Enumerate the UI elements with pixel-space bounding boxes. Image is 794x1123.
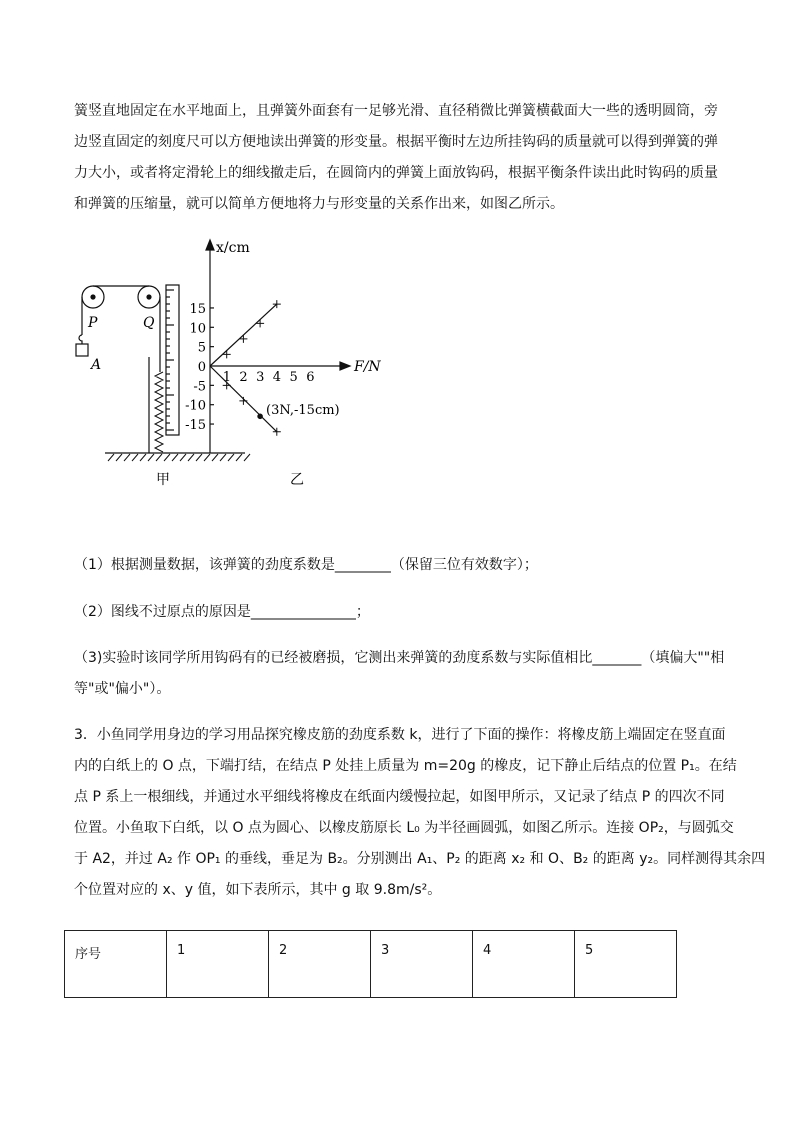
text-line: 个位置对应的 x、y 值，如下表所示，其中 g 取 9.8m/s²。 xyxy=(74,882,442,898)
y-tick-label: 0 xyxy=(197,360,206,375)
table-cell: 3 xyxy=(371,931,473,998)
text-line: 内的白纸上的 O 点，下端打结，在结点 P 处挂上质量为 m=20g 的橡皮，记下静止后结点的位置 P₁。在结 xyxy=(74,758,737,774)
data-point xyxy=(256,319,264,327)
ground-hatch xyxy=(220,454,226,461)
ground-hatch xyxy=(236,454,242,461)
weight-a xyxy=(76,344,88,356)
text-line: 力大小，或者将定滑轮上的细线撤走后，在圆筒内的弹簧上面放钩码，根据平衡条件读出此时钩码的质量 xyxy=(74,165,718,181)
text-line: 于 A2，并过 A₂ 作 OP₁ 的垂线，垂足为 B₂。分别测出 A₁、P₂ 的距离 x₂ 和 O、B₂ 的距离 y₂。同样测得其余四 xyxy=(74,851,766,867)
x-axis-label: F/N xyxy=(354,359,381,375)
ground-hatch xyxy=(156,454,162,461)
ruler-ticks xyxy=(166,290,174,430)
ground-hatch xyxy=(204,454,210,461)
table-cell: 2 xyxy=(269,931,371,998)
y-tick-label: -5 xyxy=(193,379,206,395)
y-tick-label: 15 xyxy=(189,301,206,317)
apparatus-diagram xyxy=(76,285,250,461)
table-row xyxy=(65,931,677,998)
data-table xyxy=(64,930,677,998)
ground-hatch xyxy=(188,454,194,461)
spring xyxy=(155,372,163,452)
table-cell: 序号 xyxy=(65,931,167,998)
data-point xyxy=(223,381,231,389)
problem-3-paragraph xyxy=(74,720,765,906)
question-3-line1: （3)实验时该同学所用钩码有的已经被磨损，它测出来弹簧的劲度系数与实际值相比_______（填偏大""相 xyxy=(74,650,725,666)
x-tick-label: 2 xyxy=(239,370,248,385)
experiment-figure xyxy=(0,0,794,500)
y-axis-label: x/cm xyxy=(216,240,250,256)
text-line: 3．小鱼同学用身边的学习用品探究橡皮筋的劲度系数 k，进行了下面的操作：将橡皮筋上端固定在竖直面 xyxy=(74,727,726,743)
data-point xyxy=(223,350,231,358)
table-cell: 4 xyxy=(473,931,575,998)
question-2: （2）图线不过原点的原因是_______________； xyxy=(74,604,370,620)
ground-hatch xyxy=(124,454,130,461)
x-tick-label: 3 xyxy=(256,370,265,385)
caption-jia: 甲 xyxy=(156,472,170,488)
ground-hatch xyxy=(116,454,122,461)
question-1: （1）根据测量数据，该弹簧的劲度系数是________（保留三位有效数字）； xyxy=(74,557,538,573)
y-tick-label: 5 xyxy=(197,340,206,356)
ground-hatch xyxy=(108,454,114,461)
ground-hatch xyxy=(172,454,178,461)
data-point xyxy=(239,397,247,405)
text-line: 边竖直固定的刻度尺可以方便地读出弹簧的形变量。根据平衡时左边所挂钩码的质量就可以得到弹簧的弹 xyxy=(74,134,718,150)
text-line: 位置。小鱼取下白纸，以 O 点为圆心、以橡皮筋原长 L₀ 为半径画圆弧，如图乙所示。连接 OP₂，与圆弧交 xyxy=(74,820,734,836)
label-a: A xyxy=(91,357,102,373)
ground-hatch xyxy=(228,454,234,461)
ground-hatch xyxy=(132,454,138,461)
x-tick-label: 1 xyxy=(222,370,231,385)
x-tick-label: 6 xyxy=(306,370,315,385)
ground-hatch xyxy=(212,454,218,461)
ground-hatch xyxy=(148,454,154,461)
table-cell: 1 xyxy=(167,931,269,998)
question-3-line2: 等"或"偏小"）。 xyxy=(74,681,171,697)
y-tick-label: 10 xyxy=(189,321,206,337)
highlight-point xyxy=(258,414,262,418)
ground-hatch xyxy=(140,454,146,461)
table-cell: 5 xyxy=(575,931,677,998)
graph xyxy=(206,240,350,453)
y-tick-label: -10 xyxy=(185,398,206,414)
label-p: P xyxy=(88,315,98,331)
point-annotation: (3N,-15cm) xyxy=(266,403,340,418)
ground-hatch xyxy=(164,454,170,461)
ground-hatch xyxy=(196,454,202,461)
ground-hatch xyxy=(244,454,250,461)
x-axis-arrow xyxy=(340,362,350,370)
text-line: 点 P 系上一根细线，并通过水平细线将橡皮在纸面内缓慢拉起，如图甲所示，又记录了结点 P 的四次不同 xyxy=(74,789,725,805)
text-line: 和弹簧的压缩量，就可以简单方便地将力与形变量的关系作出来，如图乙所示。 xyxy=(74,196,564,212)
x-tick-label: 4 xyxy=(272,370,282,385)
text-line: 簧竖直地固定在水平地面上，且弹簧外面套有一足够光滑、直径稍微比弹簧横截面大一些的透明圆筒，旁 xyxy=(74,103,718,119)
data-point xyxy=(239,335,247,343)
x-tick-label: 5 xyxy=(289,370,298,385)
y-tick-label: -15 xyxy=(185,418,206,434)
y-axis-arrow xyxy=(206,240,214,250)
ground-hatch xyxy=(180,454,186,461)
caption-yi: 乙 xyxy=(290,472,304,488)
label-q: Q xyxy=(143,315,155,331)
